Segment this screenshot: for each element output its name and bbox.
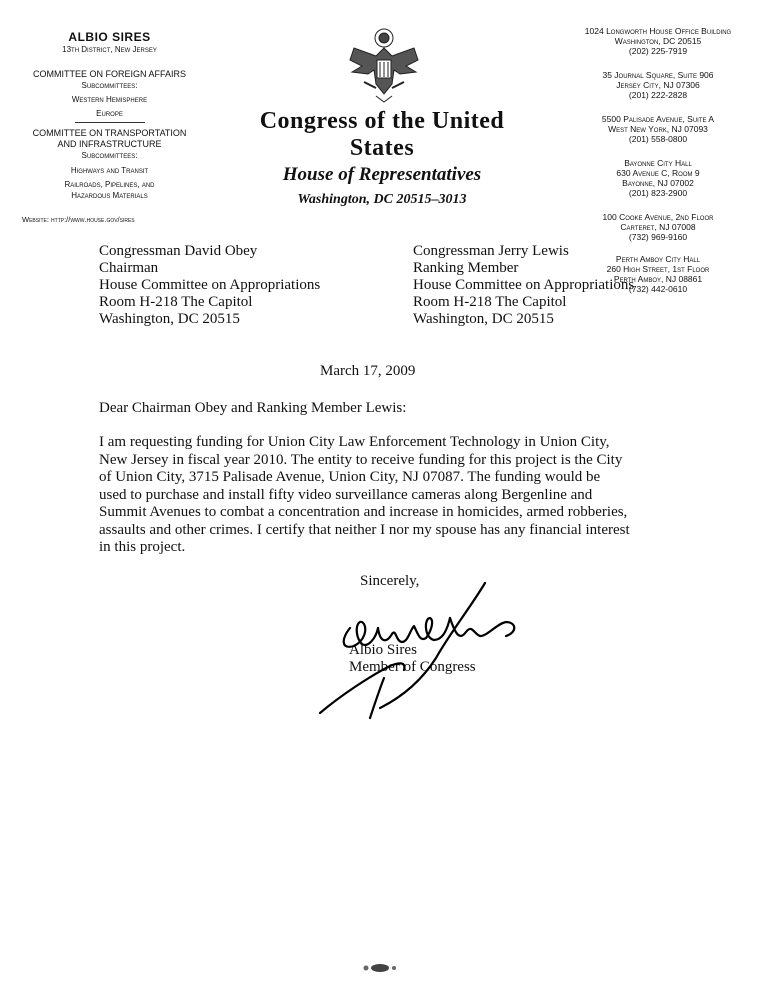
office-address — [568, 26, 748, 56]
office-line: Washington, DC 20515 — [614, 36, 702, 46]
recipient-line: Room H-218 The Capitol — [413, 294, 567, 310]
salutation: Dear Chairman Obey and Ranking Member Lewis: — [99, 400, 407, 416]
office-line: (732) 969-9160 — [628, 232, 688, 242]
subcommittees-label-1: Subcommittees: — [81, 81, 138, 90]
recipient-left — [99, 243, 320, 328]
recipient-line: House Committee on Appropriations — [99, 277, 321, 293]
office-line: Perth Amboy City Hall — [615, 254, 701, 264]
office-line: Perth Amboy, NJ 08861 — [613, 274, 703, 284]
office-address — [568, 212, 748, 242]
recipient-line: Room H-218 The Capitol — [99, 294, 253, 310]
office-line: 100 Cooke Avenue, 2nd Floor — [602, 212, 714, 222]
body-line: in this project. — [99, 539, 186, 555]
subcommittees-label-2: Subcommittees: — [81, 151, 138, 160]
office-line: (201) 823-2900 — [628, 188, 688, 198]
office-address — [568, 158, 748, 198]
letter-body — [99, 434, 659, 557]
office-address — [568, 114, 748, 144]
body-line: Summit Avenues to combat a concentration and increase in homicides, armed robberies, — [99, 504, 628, 520]
letter-date: March 17, 2009 — [320, 363, 416, 379]
office-line: 630 Avenue C, Room 9 — [616, 168, 700, 178]
printing-mark-icon — [362, 960, 398, 970]
committee-transportation-1: COMMITTEE ON TRANSPORTATION — [32, 128, 187, 138]
congress-title: Congress of the United States — [259, 108, 505, 161]
office-line: 1024 Longworth House Office Building — [584, 26, 732, 36]
body-line: I am requesting funding for Union City Law Enforcement Technology in Union City, — [99, 434, 610, 450]
office-address — [568, 70, 748, 100]
recipient-right — [413, 243, 634, 328]
committee-transportation-2: AND INFRASTRUCTURE — [57, 139, 162, 149]
recipient-line: Chairman — [99, 260, 159, 276]
letterhead-title — [232, 108, 532, 208]
house-title: House of Representatives — [282, 164, 482, 185]
subcommittee-highways: Highways and Transit — [70, 166, 149, 175]
subcommittee-railroads: Railroads, Pipelines, and — [64, 180, 155, 189]
office-line: Bayonne, NJ 07002 — [622, 178, 694, 188]
body-line: used to purchase and install fifty video surveillance cameras along Bergenline and — [99, 486, 593, 503]
handwritten-signature — [310, 578, 540, 723]
office-line: 35 Journal Square, Suite 906 — [602, 70, 714, 80]
office-line: 5500 Palisade Avenue, Suite A — [601, 114, 715, 124]
eagle-seal-icon — [346, 26, 422, 106]
office-line: Bayonne City Hall — [624, 158, 692, 168]
body-line: New Jersey in fiscal year 2010. The entity to receive funding for this project is the City — [99, 451, 623, 468]
letterhead-left-column — [22, 30, 197, 224]
closing: Sincerely, — [360, 573, 420, 589]
recipient-line: Washington, DC 20515 — [99, 311, 240, 327]
office-line: 260 High Street, 1st Floor — [606, 264, 710, 274]
recipient-line: Congressman David Obey — [99, 243, 258, 259]
signer-title: Member of Congress — [349, 659, 476, 675]
website-text: Website: http://www.house.gov/sires — [22, 215, 135, 224]
washington-address: Washington, DC 20515–3013 — [297, 192, 467, 207]
recipient-line: Washington, DC 20515 — [413, 311, 554, 327]
member-district: 13th District, New Jersey — [62, 45, 157, 54]
committee-foreign-affairs: COMMITTEE ON FOREIGN AFFAIRS — [32, 69, 186, 79]
office-line: Jersey City, NJ 07306 — [616, 80, 700, 90]
divider-line — [75, 122, 145, 123]
subcommittee-hazardous: Hazardous Materials — [71, 191, 148, 200]
office-line: (202) 225-7919 — [628, 46, 688, 56]
subcommittee-europe: Europe — [96, 109, 123, 118]
body-line: of Union City, 3715 Palisade Avenue, Union City, NJ 07087. The funding would be — [99, 469, 601, 485]
subcommittee-western-hemisphere: Western Hemisphere — [71, 95, 148, 104]
signer-name: Albio Sires — [349, 642, 417, 658]
recipient-line: Congressman Jerry Lewis — [413, 243, 569, 259]
recipient-line: Ranking Member — [413, 260, 519, 276]
body-line: assaults and other crimes. I certify that neither I nor my spouse has any financial interest — [99, 521, 630, 538]
office-line: West New York, NJ 07093 — [608, 124, 708, 134]
office-line: (732) 442-0610 — [628, 284, 688, 294]
office-line: (201) 558-0800 — [628, 134, 688, 144]
recipient-line: House Committee on Appropriations — [413, 277, 635, 293]
office-line: Carteret, NJ 07008 — [620, 222, 696, 232]
office-line: (201) 222-2828 — [628, 90, 688, 100]
member-name: ALBIO SIRES — [68, 30, 151, 44]
